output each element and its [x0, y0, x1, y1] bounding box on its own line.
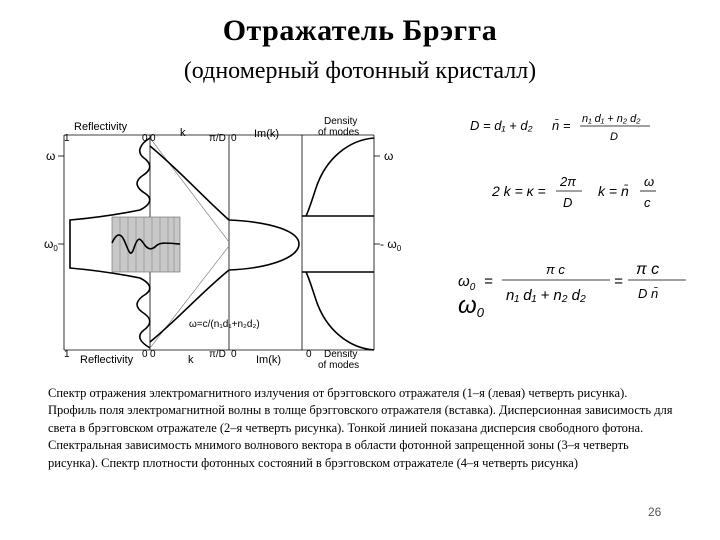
eq-avg-index-den: D: [610, 131, 618, 143]
eq-omega0-rden: D n̄: [638, 286, 659, 301]
eq-avg-index-num: n₁ d₁ + n₂ d₂: [582, 113, 641, 125]
equations-panel: [450, 108, 700, 318]
label-top-zero-a: 0: [142, 133, 148, 144]
label-top-zero-c: 0: [231, 133, 237, 144]
figure-caption: Спектр отражения электромагнитного излучения от брэгговского отражателя (1–я (левая) четверть рисунка). Профиль поля электромагнитной волны в толще брэгговского отражателя (вставка). Дисперсионная зависимость для света в брэгговском отражателе (2–я четверть рисунка). Тонкой линией показана дисперсия свободного фотона. Спектральная зависимость мнимого волнового вектора в области фотонной запрещенной зоны (3–я четверть рисунка). Спектр плотности фотонных состояний в брэгговском отражателе (4–я четверть рисунка): [48, 386, 673, 470]
eq-bragg-lhs: 2 k = κ =: [492, 183, 546, 199]
label-top-k: k: [180, 127, 186, 139]
label-light-line: ω=c/(n₁d₁+n₂d₂): [189, 319, 260, 330]
eq-omega0-den: n₁ d₁ + n₂ d₂: [506, 287, 586, 304]
label-bottom-zero-a: 0: [142, 349, 148, 360]
label-omega0-right: - $\omega_0$: [380, 237, 402, 253]
dispersion-upper-band: [150, 146, 229, 220]
label-omega-left: ω: [46, 149, 56, 163]
eq-k-num: ω: [644, 174, 655, 189]
label-top-reflectivity: Reflectivity: [74, 121, 128, 133]
label-top-density-2: of modes: [318, 127, 360, 138]
eq-k-lhs: k = n̄: [598, 183, 629, 199]
eq-omega0-eq2: =: [614, 273, 623, 290]
label-bottom-density-2: of modes: [318, 360, 360, 371]
eq-k-den: c: [644, 195, 651, 210]
eq-omega0-num: π c: [546, 262, 565, 277]
label-bottom-pi-d: π/D: [209, 349, 226, 360]
bragg-figure: [44, 110, 444, 375]
density-lower: [306, 272, 374, 350]
label-bottom-zero-b: 0: [150, 349, 156, 360]
label-bottom-density-1: Density: [324, 349, 358, 360]
label-top-one: 1: [64, 133, 70, 144]
label-top-zero-b: 0: [150, 133, 156, 144]
label-bottom-zero-c: 0: [231, 349, 237, 360]
label-bottom-reflectivity: Reflectivity: [80, 354, 134, 366]
label-bottom-k: k: [188, 354, 194, 366]
dispersion-lower-band: [150, 270, 229, 342]
eq-period: D = d₁ + d₂: [470, 118, 533, 133]
label-bottom-zero-d: 0: [306, 349, 312, 360]
density-upper: [306, 138, 374, 216]
label-bottom-one: 1: [64, 349, 70, 360]
label-top-pi-d: π/D: [209, 133, 226, 144]
eq-avg-index-lhs: n̄ =: [552, 118, 571, 133]
slide-title: Отражатель Брэгга: [222, 14, 498, 47]
label-omega-right: ω: [384, 149, 394, 163]
page-number: 26: [648, 505, 662, 519]
eq-bragg-num: 2π: [560, 174, 576, 189]
label-top-density-1: Density: [324, 116, 358, 127]
eq-omega0-rnum: π c: [636, 261, 660, 278]
eq-omega0-eq: =: [484, 273, 493, 290]
im-k-curve: [229, 220, 299, 270]
eq-omega0-shadow: ω0: [458, 292, 484, 318]
label-bottom-im-k: Im(k): [256, 354, 282, 366]
eq-omega0-lhs: $\omega_0$: [458, 273, 476, 293]
field-profile-inset: [112, 217, 180, 272]
eq-bragg-den: D: [563, 195, 573, 210]
label-omega0-left: $\omega_0$: [44, 237, 58, 253]
label-top-im-k: Im(k): [254, 128, 280, 140]
slide-subtitle: (одномерный фотонный кристалл): [183, 58, 537, 84]
